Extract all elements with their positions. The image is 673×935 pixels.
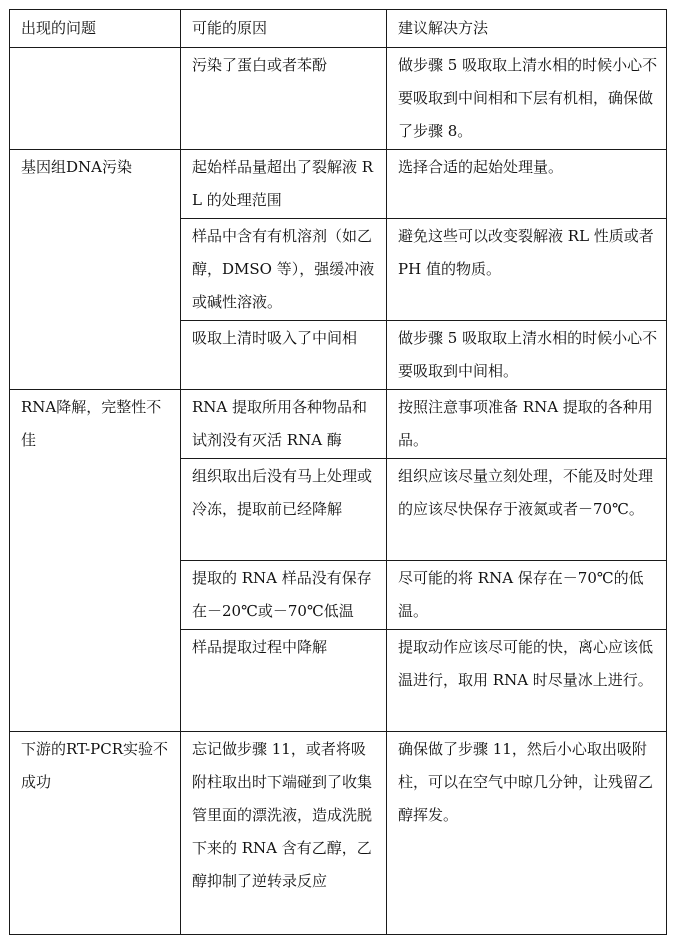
problem-cell: RNA降解，完整性不佳 [10,390,181,732]
table-row [10,390,667,459]
solution-cell [387,321,667,390]
cause-cell: RNA 提取所用各种物品和试剂没有灭活 RNA 酶 [181,390,387,459]
solution-cell: 确保做了步骤 11，然后小心取出吸附柱，可以在空气中晾几分钟，让残留乙醇挥发。 [387,732,667,935]
table-row [10,150,667,219]
cause-cell: 污染了蛋白或者苯酚 [181,48,387,150]
cause-cell: 样品中含有有机溶剂（如乙醇，DMSO 等），强缓冲液或碱性溶液。 [181,219,387,321]
solution-cell: 按照注意事项准备 RNA 提取的各种用品。 [387,390,667,459]
problem-cell: 基因组DNA污染 [10,150,181,390]
header-cause: 可能的原因 [181,10,387,48]
cause-cell: 样品提取过程中降解 [181,630,387,732]
cause-cell: 忘记做步骤 11，或者将吸附柱取出时下端碰到了收集管里面的漂洗液，造成洗脱下来的 RNA 含有乙醇，乙醇抑制了逆转录反应 [181,732,387,935]
table-row [10,48,667,150]
cause-cell: 起始样品量超出了裂解液 RL 的处理范围 [181,150,387,219]
problem-cell: 下游的RT-PCR实验不成功 [10,732,181,935]
solution-text: 做步骤 5 吸取取上清水相的时候小心不要吸取到中间相。 [398,329,658,380]
cause-cell: 提取的 RNA 样品没有保存在－20℃或－70℃低温 [181,561,387,630]
solution-cell: 做步骤 5 吸取取上清水相的时候小心不要吸取到中间相和下层有机相，确保做了步骤 8。 [387,48,667,150]
cause-cell: 组织取出后没有马上处理或冷冻，提取前已经降解 [181,459,387,561]
solution-cell: 提取动作应该尽可能的快，离心应该低温进行，取用 RNA 时尽量冰上进行。 [387,630,667,732]
solution-cell: 尽可能的将 RNA 保存在－70℃的低温。 [387,561,667,630]
problem-cell [10,48,181,150]
table-row [10,732,667,935]
header-solution: 建议解决方法 [387,10,667,48]
header-problem: 出现的问题 [10,10,181,48]
troubleshooting-table [9,9,667,935]
table-header-row [10,10,667,48]
solution-cell [387,219,667,321]
solution-cell: 选择合适的起始处理量。 [387,150,667,219]
cause-cell: 吸取上清时吸入了中间相 [181,321,387,390]
solution-cell: 组织应该尽量立刻处理，不能及时处理的应该尽快保存于液氮或者－70℃。 [387,459,667,561]
solution-text: 避免这些可以改变裂解液 RL 性质或者 PH 值的物质。 [398,227,654,278]
